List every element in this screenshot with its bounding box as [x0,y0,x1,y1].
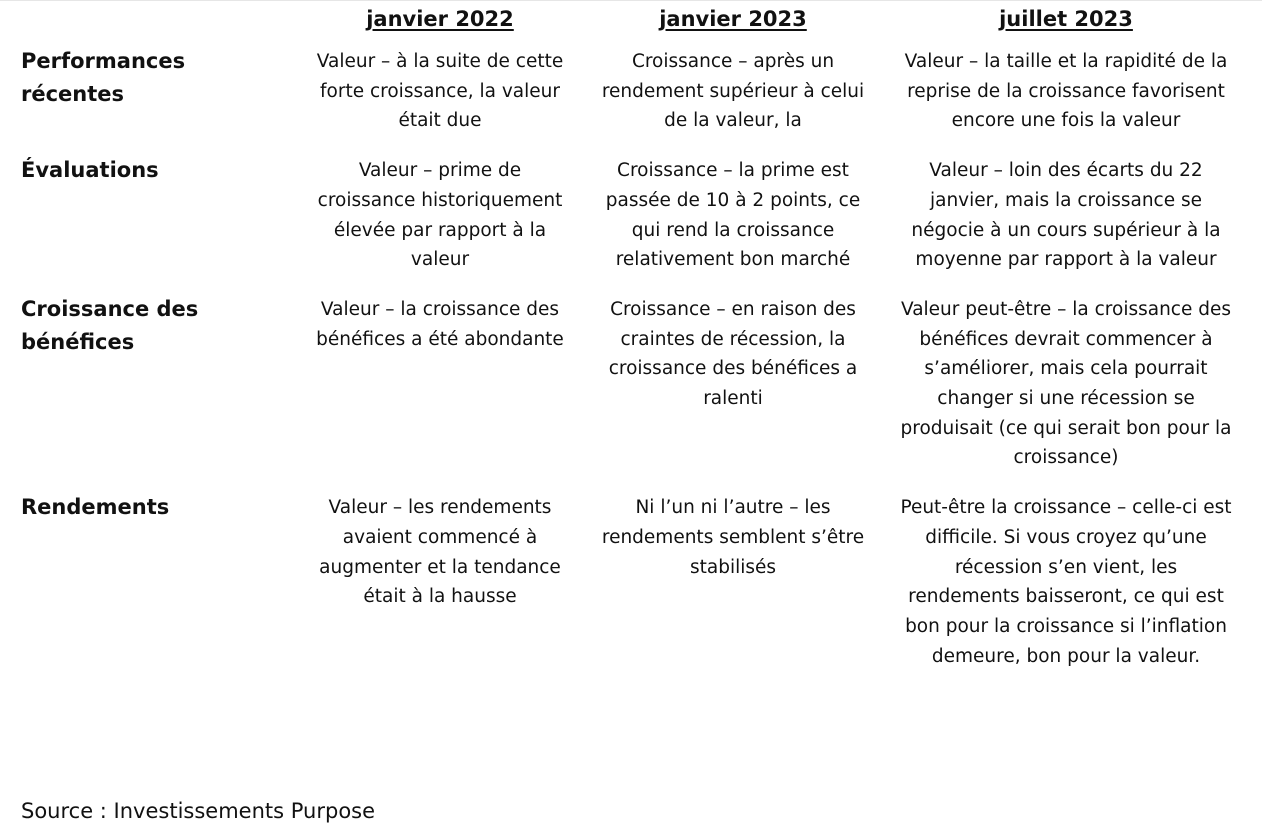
source-note: Source : Investissements Purpose [21,799,376,823]
column-header-jul-2023: juillet 2023 [999,7,1133,31]
column-header-jan-2023: janvier 2023 [659,7,807,31]
table-cell: Valeur – les rendements avaient commencé à augmenter et la tendance était à la hausse [319,497,561,608]
table-cell: Valeur – loin des écarts du 22 janvier, mais la croissance se négocie à un cours supérieur à la moyenne par rapport à la valeur [911,160,1221,271]
table-cell: Valeur peut-être – la croissance des bénéfices devrait commencer à s’améliorer, mais cela pourrait changer si une récession se produisait (ce qui serait bon pour la croissance) [900,298,1232,469]
row-performances-recentes [13,41,1249,150]
row-label: Évaluations [21,158,159,183]
table-cell: Croissance – la prime est passée de 10 à 2 points, ce qui rend la croissance relativement bon marché [605,160,861,271]
header-row [13,4,1249,41]
top-divider [0,0,1262,1]
row-croissance-benefices [13,289,1249,487]
column-header-jan-2022: janvier 2022 [366,7,514,31]
table-cell: Ni l’un ni l’autre – les rendements semblent s’être stabilisés [601,497,865,578]
table-cell: Croissance – en raison des craintes de récession, la croissance des bénéfices a ralenti [608,298,858,410]
row-label: Croissance des bénéfices [21,296,199,354]
table-cell: Valeur – la croissance des bénéfices a été abondante [316,298,564,350]
row-label: Performances récentes [21,49,186,106]
row-rendements [13,487,1249,685]
table-cell: Croissance – après un rendement supérieur à celui de la valeur, la [601,51,865,132]
row-evaluations [13,150,1249,289]
table-cell: Valeur – à la suite de cette forte croissance, la valeur était due [316,51,564,132]
table-cell: Valeur – la taille et la rapidité de la reprise de la croissance favorisent encore une fois la valeur [904,51,1228,132]
table-cell: Valeur – prime de croissance historiquement élevée par rapport à la valeur [317,160,563,271]
comparison-table [13,4,1249,685]
row-label: Rendements [21,495,170,520]
column-header-empty [13,4,297,41]
table-cell: Peut-être la croissance – celle-ci est difficile. Si vous croyez qu’une récession s’en vient, les rendements baisseront, ce qui est bon pour la croissance si l’inflation demeure, bon pour la valeur. [900,497,1232,667]
